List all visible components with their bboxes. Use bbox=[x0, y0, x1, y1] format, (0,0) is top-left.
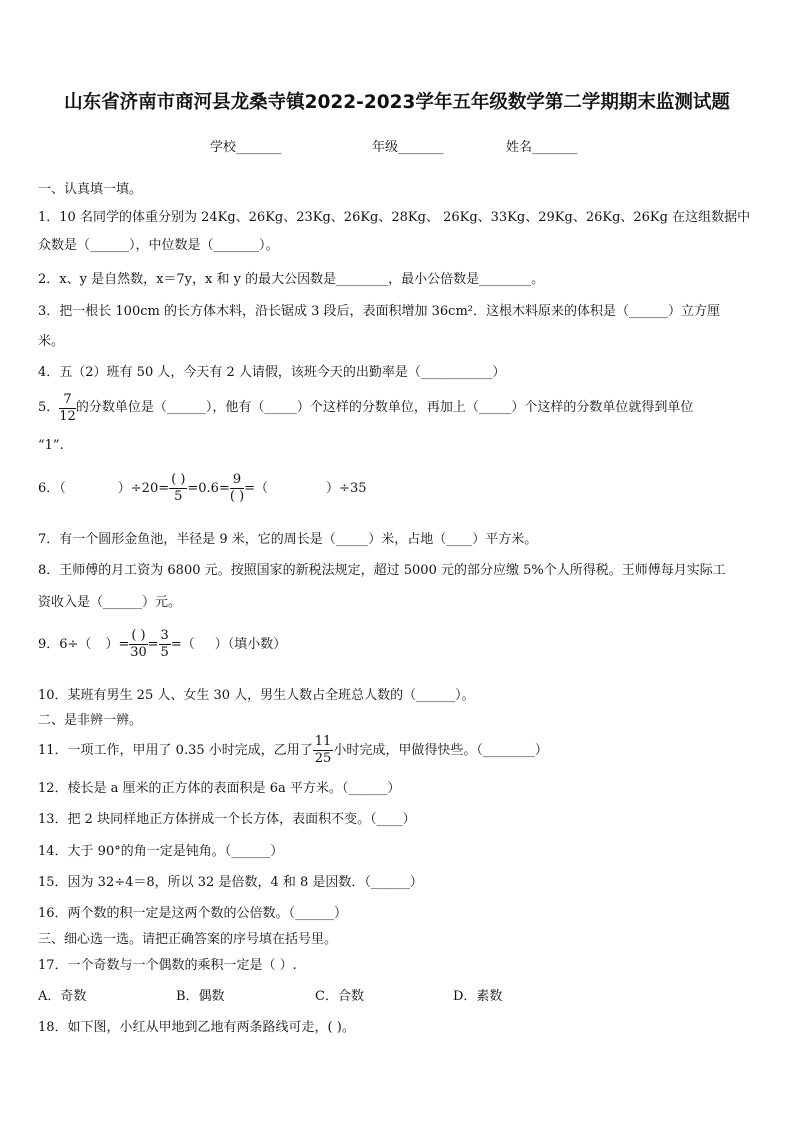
question-1-line-2: 众数是（______），中位数是（_______）。 bbox=[38, 238, 279, 253]
fraction-9-blank bbox=[230, 472, 244, 505]
question-9-part: =（ bbox=[170, 636, 195, 652]
question-5-number: 5． bbox=[38, 400, 60, 415]
fraction-numerator: 7 bbox=[59, 392, 76, 409]
fraction-11-25 bbox=[313, 734, 334, 767]
fraction-numerator: 11 bbox=[314, 734, 332, 749]
question-16: 16．两个数的积一定是这两个数的公倍数。（______） bbox=[38, 906, 348, 921]
name-field: 姓名_______ bbox=[506, 140, 578, 155]
question-3-line-2: 米。 bbox=[38, 334, 65, 349]
section-fill-blank: 一、认真填一填。 bbox=[38, 182, 143, 197]
question-13: 13．把 2 块同样地正方体拼成一个长方体，表面积不变。（____） bbox=[38, 812, 416, 827]
option-b: B．偶数 bbox=[176, 989, 225, 1004]
question-9-part: 9．6÷（ bbox=[38, 636, 92, 652]
question-3-line-1: 3．把一根长 100cm 的长方体木料，沿长锯成 3 段后，表面积增加 36cm²．这根木料原来的体积是（______）立方厘 bbox=[38, 304, 720, 319]
question-6-part: ）÷35 bbox=[326, 480, 367, 496]
fraction-numerator: 3 bbox=[160, 628, 169, 643]
grade-field: 年级_______ bbox=[372, 140, 444, 155]
question-10: 10．某班有男生 25 人、女生 30 人，男生人数占全班总人数的（______）。 bbox=[38, 688, 475, 703]
option-c: C．合数 bbox=[315, 989, 364, 1004]
page-title: 山东省济南市商河县龙桑寺镇2022-2023学年五年级数学第二学期期末监测试题 bbox=[64, 92, 730, 113]
fraction-denominator: 25 bbox=[314, 751, 332, 766]
section-true-false: 二、是非辨一辨。 bbox=[38, 713, 143, 728]
question-9 bbox=[38, 628, 286, 661]
question-6-part: =0.6= bbox=[187, 480, 230, 496]
question-6-part: 6．（ bbox=[38, 480, 66, 496]
question-5-text: 的分数单位是（______），他有（_____）个这样的分数单位，再加上（_____）个这样的分数单位就得到单位 bbox=[75, 400, 694, 415]
question-1-line-1: 1．10 名同学的体重分别为 24Kg、26Kg、23Kg、26Kg、28Kg、 26Kg、33Kg、29Kg、26Kg、26Kg 在这组数据中 bbox=[38, 210, 751, 225]
question-5 bbox=[38, 390, 693, 426]
fraction-denominator: ( ) bbox=[229, 489, 245, 504]
question-6 bbox=[38, 472, 366, 505]
question-8-line-2: 资收入是（______）元。 bbox=[38, 595, 182, 610]
question-11-part: 小时完成，甲做得快些。（________） bbox=[333, 742, 548, 758]
school-field: 学校_______ bbox=[210, 140, 282, 155]
question-15: 15．因为 32÷4＝8，所以 32 是倍数，4 和 8 是因数．（______） bbox=[38, 875, 423, 890]
question-11-part: 11．一项工作，甲用了 0.35 小时完成，乙用了 bbox=[38, 742, 313, 758]
fraction-denominator: 5 bbox=[174, 489, 183, 504]
fraction-3-5 bbox=[159, 628, 171, 661]
section-multiple-choice: 三、细心选一选。请把正确答案的序号填在括号里。 bbox=[38, 932, 338, 947]
option-d: D．素数 bbox=[453, 989, 503, 1004]
fraction-numerator: ( ) bbox=[131, 628, 146, 643]
fraction-blank-30 bbox=[129, 628, 147, 661]
question-6-part: ）÷20= bbox=[117, 480, 170, 496]
question-12: 12．棱长是 a 厘米的正方体的表面积是 6a 平方米。（______） bbox=[38, 781, 401, 796]
question-9-part: ）= bbox=[105, 636, 130, 652]
fraction-blank-5 bbox=[169, 472, 187, 505]
fraction-denominator: 5 bbox=[160, 645, 169, 660]
fraction-numerator: 9 bbox=[230, 472, 244, 489]
fraction-7-12 bbox=[59, 392, 76, 425]
question-4: 4．五（2）班有 50 人，今天有 2 人请假，该班今天的出勤率是（___________） bbox=[38, 365, 506, 380]
fraction-numerator: ( ) bbox=[171, 472, 186, 487]
question-17: 17．一个奇数与一个偶数的乘积一定是（ ）. bbox=[38, 958, 297, 973]
option-a: A．奇数 bbox=[38, 989, 87, 1004]
question-14: 14．大于 90°的角一定是钝角。（______） bbox=[38, 844, 284, 859]
question-9-part: ）（填小数） bbox=[214, 636, 287, 652]
question-8-line-1: 8．王师傅的月工资为 6800 元。按照国家的新税法规定，超过 5000 元的部分应缴 5%个人所得税。王师傅每月实际工 bbox=[38, 563, 726, 578]
question-11 bbox=[38, 734, 548, 767]
question-7: 7．有一个圆形金鱼池，半径是 9 米，它的周长是（_____）米，占地（____）平方米。 bbox=[38, 532, 538, 547]
question-2: 2．x、y 是自然数，x＝7y，x 和 y 的最大公因数是________，最小公倍数是________。 bbox=[38, 272, 545, 287]
question-9-part: = bbox=[147, 636, 159, 652]
question-5-line-2: “1”. bbox=[38, 438, 64, 453]
fraction-denominator: 30 bbox=[130, 645, 147, 660]
fraction-denominator: 12 bbox=[59, 408, 76, 424]
question-18: 18．如下图，小红从甲地到乙地有两条路线可走，( )。 bbox=[38, 1020, 355, 1035]
question-6-part: =（ bbox=[244, 480, 269, 496]
